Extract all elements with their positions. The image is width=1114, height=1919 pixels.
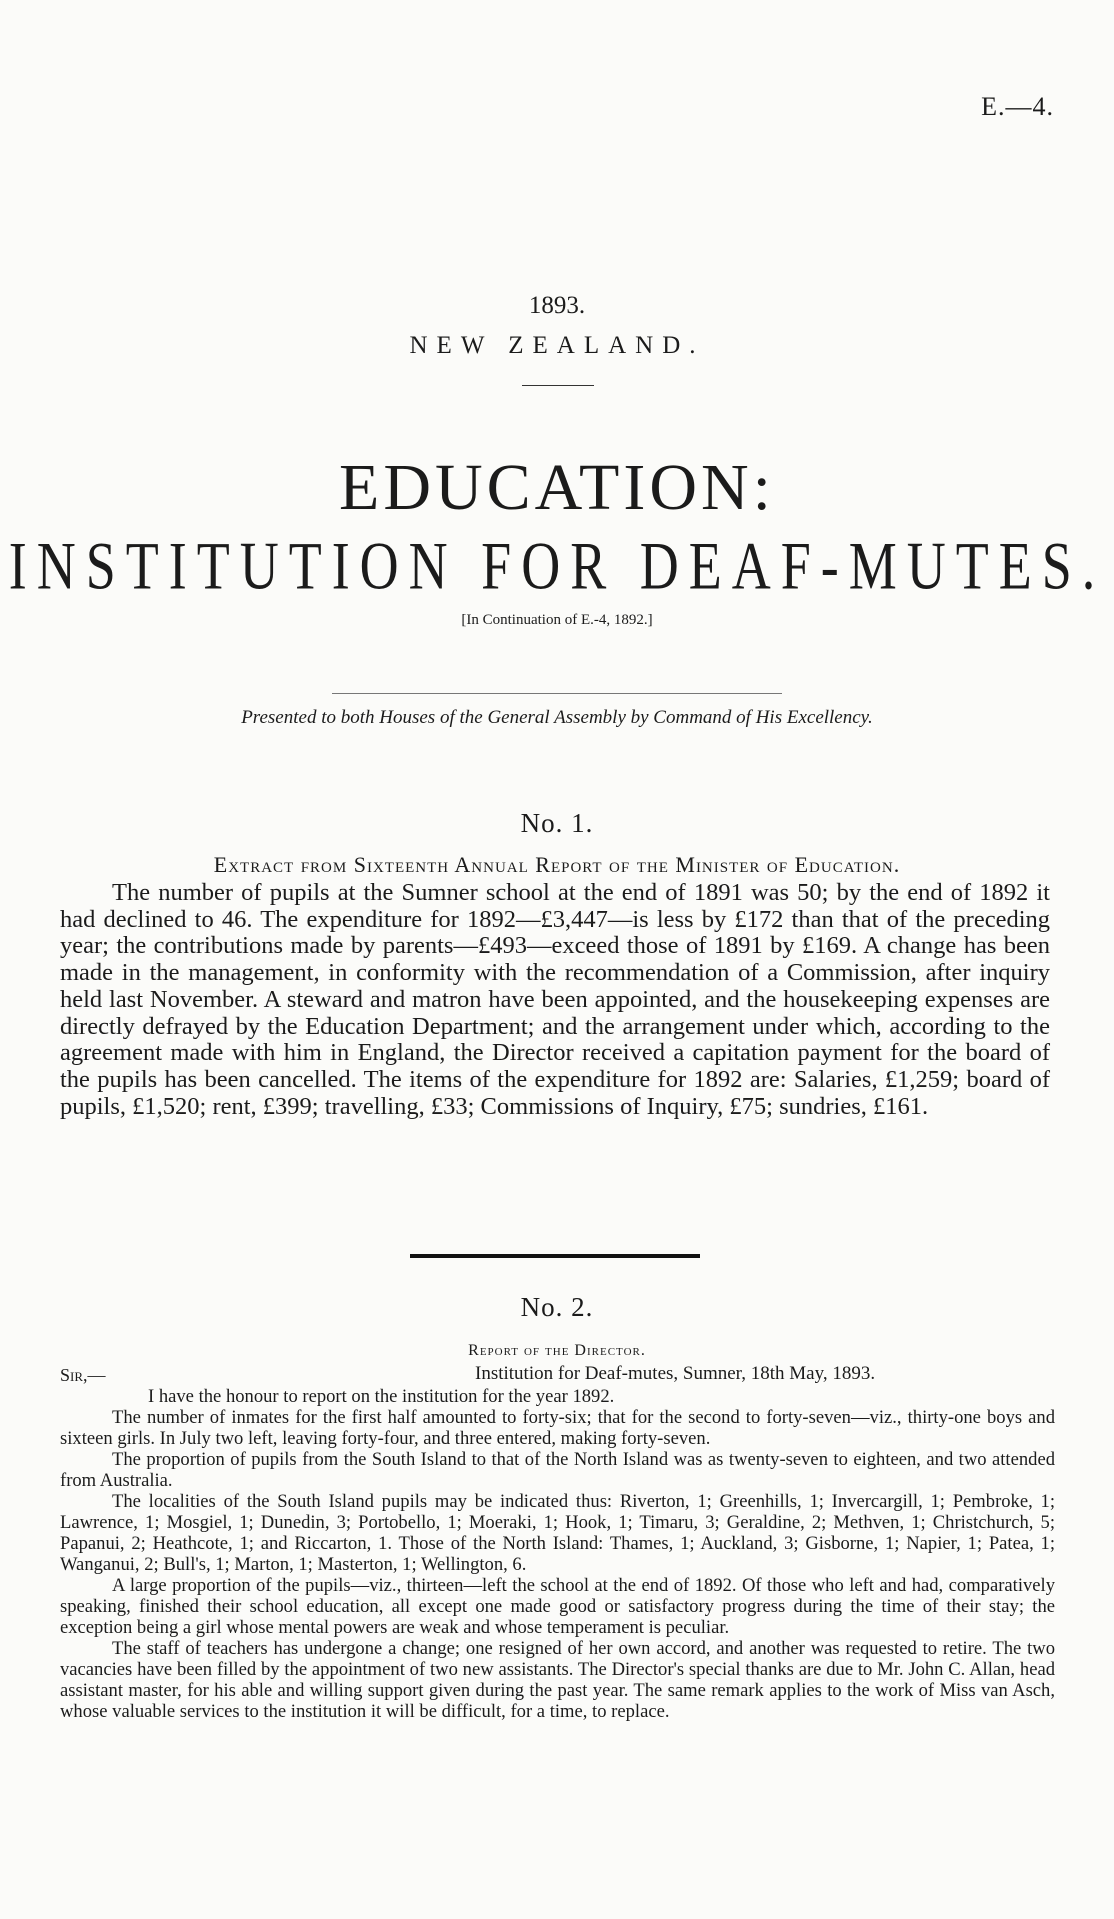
salutation: Sir,— [60,1365,106,1385]
section-1-heading: Extract from Sixteenth Annual Report of the Minister of Education. [213,852,901,877]
page-reference: E.—4. [981,92,1054,121]
presented-line: Presented to both Houses of the General Assembly by Command of His Excellency. [241,707,873,728]
report-paragraph: The proportion of pupils from the South Island to that of the North Island was as twenty-seven to eighteen, and two attended from Australia. [60,1449,1055,1491]
short-divider [522,385,594,386]
report-paragraph: The localities of the South Island pupils may be indicated thus: Riverton, 1; Greenhills, 1; Invercargill, 1; Pembroke, 1; Lawrence, 1; Mosgiel, 1; Dunedin, 3; Portobello, 1; Moeraki, 1; Hook, 1; Timaru, 3; Geraldine, 2; Methven, 1; Christchurch, 5; Papanui, 2; Heathcote, 1; and Riccarton, 1. Those of the North Island: Thames, 1; Auckland, 3; Gisborne, 1; Napier, 1; Patea, 1; Wanganui, 2; Bull's, 1; Marton, 1; Masterton, 1; Wellington, 6. [60,1491,1055,1575]
section-1-body [60,880,1050,1120]
document-title: EDUCATION: [339,451,775,524]
section-2-number: No. 2. [520,1292,594,1322]
country-name: NEW ZEALAND. [409,332,705,359]
report-paragraph: I have the honour to report on the institution for the year 1892. [148,1386,615,1407]
section-2-body [60,1386,1055,1722]
dateline: Institution for Deaf-mutes, Sumner, 18th May, 1893. [475,1363,876,1384]
report-year: 1893. [528,292,586,319]
thin-divider [332,693,782,694]
thick-divider [410,1254,700,1258]
report-paragraph: The number of inmates for the first half amounted to forty-six; that for the second to forty-seven—viz., thirty-one boys and sixteen girls. In July two left, leaving forty-four, and three entered, making forty-seven. [60,1407,1055,1449]
section-2-heading: Report of the Director. [468,1342,646,1359]
continuation-note: [In Continuation of E.-4, 1892.] [461,612,653,628]
section-1-number: No. 1. [520,808,594,838]
report-paragraph: A large proportion of the pupils—viz., thirteen—left the school at the end of 1892. Of those who left and had, comparatively speaking, finished their school education, all except one made good or satisfactory progress during the time of their stay; the exception being a girl whose mental powers are weak and whose temperament is peculiar. [60,1575,1055,1638]
document-subtitle: INSTITUTION FOR DEAF-MUTES. [8,528,1106,604]
section-1-paragraph: The number of pupils at the Sumner school at the end of 1891 was 50; by the end of 1892 it had declined to 46. The expenditure for 1892—£3,447—is less by £172 than that of the preceding year; the contributions made by parents—£493—exceed those of 1891 by £169. A change has been made in the management, in conformity with the recommendation of a Commission, after inquiry held last November. A steward and matron have been appointed, and the housekeeping expenses are directly defrayed by the Education Department; and the arrangement under which, according to the agreement made with him in England, the Director received a capitation payment for the board of the pupils has been cancelled. The items of the expenditure for 1892 are: Salaries, £1,259; board of pupils, £1,520; rent, £399; travelling, £33; Commissions of Inquiry, £75; sundries, £161. [60,879,1050,1120]
report-paragraph: The staff of teachers has undergone a change; one resigned of her own accord, and another was requested to retire. The two vacancies have been filled by the appointment of two new assistants. The Director's special thanks are due to Mr. John C. Allan, head assistant master, for his able and willing support given during the past year. The same remark applies to the work of Miss van Asch, whose valuable services to the institution it will be difficult, for a time, to replace. [60,1638,1055,1722]
